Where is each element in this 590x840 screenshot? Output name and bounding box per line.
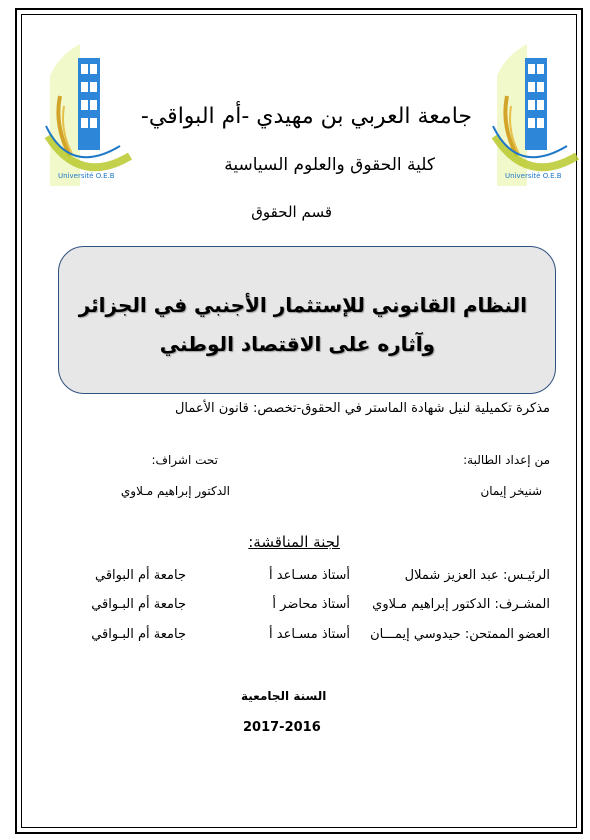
university-name: جامعة العربي بن مهيدي -أم البواقي- xyxy=(140,104,472,129)
thesis-title-line2: وآثاره على الاقتصاد الوطني xyxy=(159,332,435,356)
memo-description: مذكرة تكميلية لنيل شهادة الماستر في الحقوق-تخصص: قانون الأعمال xyxy=(174,401,550,416)
supervisor-name: الدكتور إبراهيم مـلاوي xyxy=(120,484,230,498)
university-logo-left-icon xyxy=(40,36,132,186)
committee-row-rank: أستاذ مسـاعد أ xyxy=(269,627,350,642)
svg-text:Université O.E.B: Université O.E.B xyxy=(58,172,115,180)
committee-title: لجنة المناقشة: xyxy=(248,533,340,551)
thesis-title-line1: النظام القانوني للإستثمار الأجنبي في الجزائر xyxy=(78,293,527,317)
svg-text:Université O.E.B: Université O.E.B xyxy=(505,172,562,180)
academic-year-label: السنة الجامعية xyxy=(241,689,327,703)
committee-row-university: جامعة أم البـواقي xyxy=(91,597,186,612)
student-label: من إعداد الطالبة: xyxy=(463,453,550,467)
committee-row-role: العضو الممتحن: حيدوسي إيمـــان xyxy=(370,627,550,642)
student-name: شنيخر إيمان xyxy=(480,484,542,498)
committee-row-rank: أستاذ مسـاعد أ xyxy=(269,568,350,583)
thesis-title-box xyxy=(58,246,556,394)
committee-row-rank: أستاذ محاضر أ xyxy=(272,597,350,612)
department-name: قسم الحقوق xyxy=(251,203,332,221)
faculty-name: كلية الحقوق والعلوم السياسية xyxy=(224,155,435,175)
supervision-label: تحت اشراف: xyxy=(151,453,218,467)
committee-row-university: جامعة أم البـواقي xyxy=(91,627,186,642)
university-logo-right-icon xyxy=(487,36,579,186)
academic-year-value: 2017-2016 xyxy=(243,720,321,735)
committee-row-university: جامعة أم البواقي xyxy=(95,568,186,583)
committee-row-role: المشـرف: الدكتور إبراهيم مـلاوي xyxy=(372,597,550,612)
committee-row-role: الرئيـس: عبد العزيز شملال xyxy=(404,568,550,583)
